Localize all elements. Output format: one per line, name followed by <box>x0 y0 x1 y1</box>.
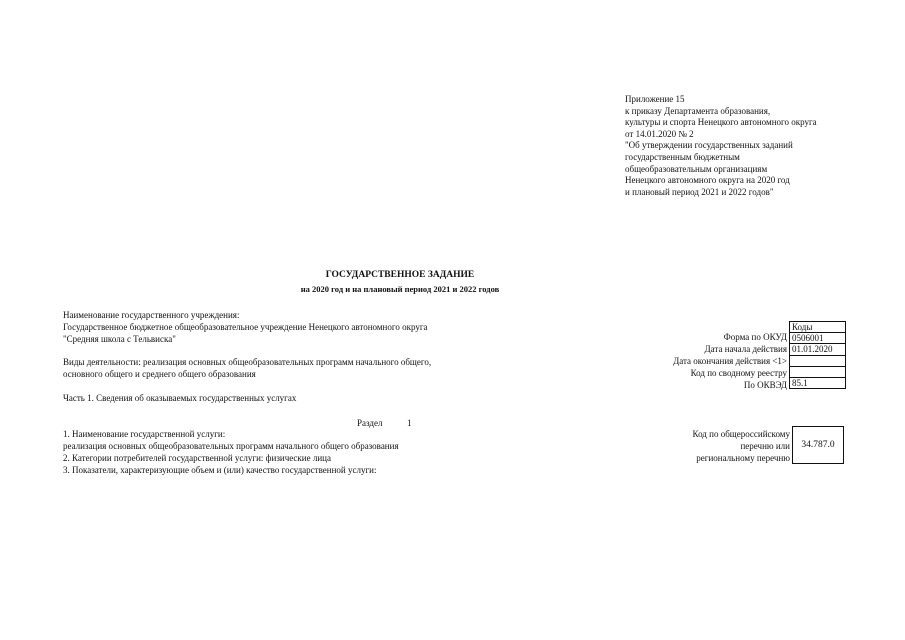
service-name-value: реализация основных общеобразовательных программ начального общего образования <box>63 441 399 451</box>
document-subtitle: на 2020 год и на плановый период 2021 и 2022 годов <box>300 284 500 294</box>
appendix-line: "Об утверждении государственных заданий <box>625 140 793 151</box>
codes-header: Коды <box>790 322 846 333</box>
appendix-line: культуры и спорта Ненецкого автономного округа <box>625 117 817 128</box>
appendix-line: общеобразовательным организациям <box>625 163 768 174</box>
activities-line: Виды деятельности: реализация основных общеобразовательных программ начального общего, <box>63 357 432 367</box>
appendix-block <box>625 94 817 198</box>
appendix-line: Ненецкого автономного округа на 2020 год <box>625 175 790 186</box>
registry-code-label <box>600 428 790 464</box>
institution-name: Государственное бюджетное общеобразовательное учреждение Ненецкого автономного округа <box>63 322 428 332</box>
code-label: По ОКВЭД <box>743 380 787 390</box>
service-consumers: 2. Категории потребителей государственной услуги: физические лица <box>63 453 331 463</box>
institution-label: Наименование государственного учреждения: <box>63 310 240 320</box>
section-label <box>357 418 411 429</box>
registry-code-box: 34.787.0 <box>792 426 844 464</box>
code-value: 85.1 <box>790 377 846 388</box>
appendix-line: к приказу Департамента образования, <box>625 105 771 116</box>
registry-label-line: перечню или <box>740 441 790 451</box>
document-title: ГОСУДАРСТВЕННОЕ ЗАДАНИЕ <box>325 270 475 280</box>
code-value: 01.01.2020 <box>790 344 846 355</box>
appendix-line: от 14.01.2020 № 2 <box>625 128 694 139</box>
code-value <box>790 366 846 377</box>
registry-label-line: Код по общероссийскому <box>692 429 790 439</box>
service-name-label: 1. Наименование государственной услуги: <box>63 429 226 439</box>
section-word: Раздел <box>357 418 383 428</box>
service-indicators: 3. Показатели, характеризующие объем и (или) качество государственной услуги: <box>63 465 377 475</box>
appendix-line: и плановый период 2021 и 2022 годов" <box>625 186 774 197</box>
code-label: Код по сводному реестру <box>690 368 787 378</box>
codes-table <box>789 321 846 389</box>
institution-name-2: "Средняя школа с Тельвиска" <box>63 334 176 344</box>
section-number: 1 <box>406 418 412 428</box>
code-value: 0506001 <box>790 333 846 344</box>
appendix-line: государственным бюджетным <box>625 151 740 162</box>
code-label: Форма по ОКУД <box>723 332 787 342</box>
registry-label-line: региональному перечню <box>696 453 790 463</box>
activities-line-2: основного общего и среднего общего образования <box>63 369 256 379</box>
code-label: Дата начала действия <box>704 344 787 354</box>
code-value <box>790 355 846 366</box>
code-label: Дата окончания действия <1> <box>673 356 787 366</box>
part-heading: Часть 1. Сведения об оказываемых государственных услугах <box>63 393 297 403</box>
appendix-line: Приложение 15 <box>625 94 685 104</box>
